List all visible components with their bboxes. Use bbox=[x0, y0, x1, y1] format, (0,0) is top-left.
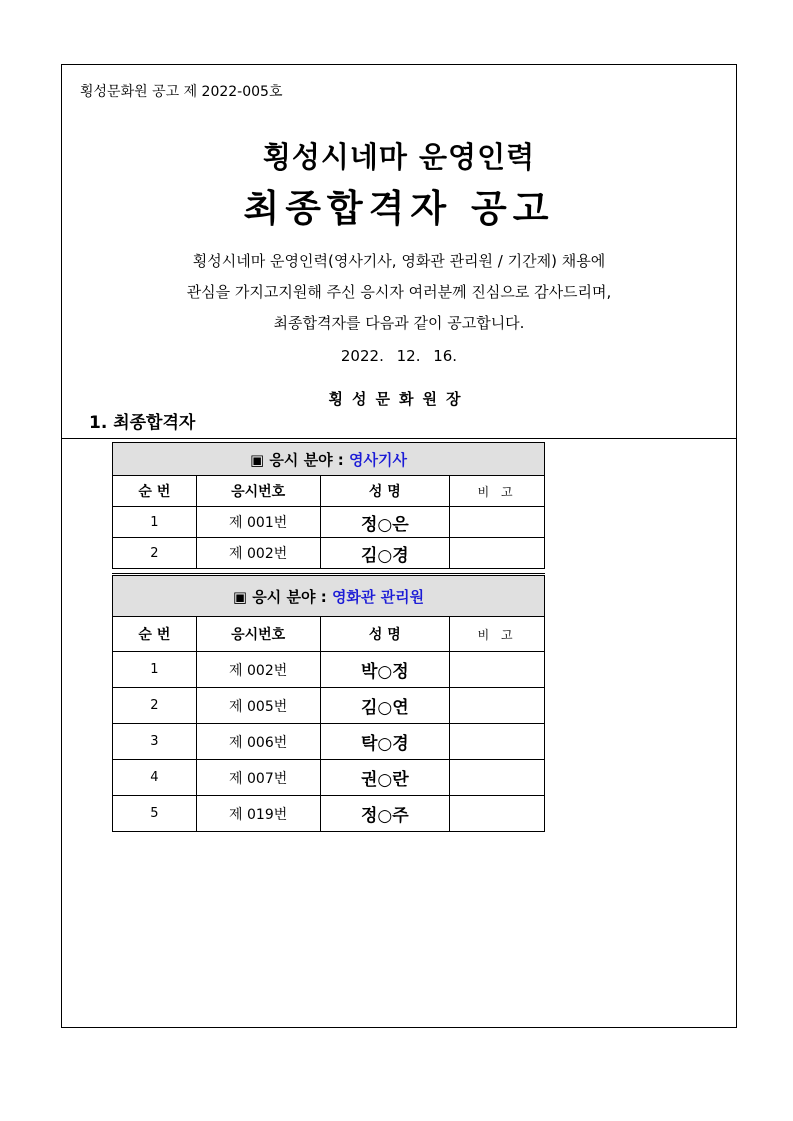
notice-body bbox=[62, 246, 736, 339]
section-divider bbox=[62, 438, 736, 439]
row-name: 정○주 bbox=[320, 796, 450, 832]
row-exam-no: 제 002번 bbox=[196, 652, 320, 688]
field-name: 영화관 관리원 bbox=[331, 587, 425, 606]
row-name: 정○은 bbox=[320, 507, 450, 538]
col-header-note: 비 고 bbox=[450, 617, 545, 652]
col-header-name: 성 명 bbox=[320, 617, 450, 652]
title-line-1: 횡성시네마 운영인력 bbox=[262, 140, 536, 174]
row-note bbox=[450, 507, 545, 538]
row-exam-no: 제 007번 bbox=[196, 760, 320, 796]
title-line-2: 최종합격자 공고 bbox=[243, 187, 555, 230]
row-exam-no: 제 005번 bbox=[196, 688, 320, 724]
row-name: 탁○경 bbox=[320, 724, 450, 760]
field-prefix: ▣ 응시 분야 : bbox=[232, 587, 327, 606]
table-row bbox=[113, 688, 545, 724]
field-prefix: ▣ 응시 분야 : bbox=[249, 450, 344, 469]
table-row bbox=[113, 538, 545, 569]
row-no: 2 bbox=[113, 538, 197, 569]
row-note bbox=[450, 760, 545, 796]
col-header-exam-no: 응시번호 bbox=[196, 617, 320, 652]
row-no: 1 bbox=[113, 652, 197, 688]
row-note bbox=[450, 538, 545, 569]
field-name: 영사기사 bbox=[349, 450, 407, 469]
field-header bbox=[113, 443, 545, 476]
row-no: 3 bbox=[113, 724, 197, 760]
row-name: 권○란 bbox=[320, 760, 450, 796]
table-cinema-manager bbox=[112, 573, 545, 832]
row-note bbox=[450, 796, 545, 832]
col-header-exam-no: 응시번호 bbox=[196, 476, 320, 507]
table-row bbox=[113, 760, 545, 796]
row-note bbox=[450, 652, 545, 688]
row-note bbox=[450, 688, 545, 724]
col-header-name: 성 명 bbox=[320, 476, 450, 507]
row-name: 김○경 bbox=[320, 538, 450, 569]
row-name: 박○정 bbox=[320, 652, 450, 688]
row-no: 4 bbox=[113, 760, 197, 796]
body-line-1: 횡성시네마 운영인력(영사기사, 영화관 관리원 / 기간제) 채용에 bbox=[192, 252, 606, 270]
table-projectionist bbox=[112, 442, 545, 569]
col-header-no: 순 번 bbox=[113, 476, 197, 507]
table-row bbox=[113, 652, 545, 688]
row-name: 김○연 bbox=[320, 688, 450, 724]
field-header bbox=[113, 575, 545, 617]
row-exam-no: 제 006번 bbox=[196, 724, 320, 760]
row-no: 2 bbox=[113, 688, 197, 724]
signer: 횡성문화원장 bbox=[328, 390, 470, 408]
col-header-no: 순 번 bbox=[113, 617, 197, 652]
row-exam-no: 제 001번 bbox=[196, 507, 320, 538]
section-title: 1. 최종합격자 bbox=[89, 413, 196, 433]
notice-number: 횡성문화원 공고 제 2022-005호 bbox=[80, 84, 283, 100]
table-row bbox=[113, 724, 545, 760]
table-row bbox=[113, 796, 545, 832]
table-row bbox=[113, 507, 545, 538]
body-line-3: 최종합격자를 다음과 같이 공고합니다. bbox=[273, 314, 525, 332]
notice-date: 2022. 12. 16. bbox=[340, 347, 458, 365]
row-exam-no: 제 002번 bbox=[196, 538, 320, 569]
row-note bbox=[450, 724, 545, 760]
row-no: 5 bbox=[113, 796, 197, 832]
row-exam-no: 제 019번 bbox=[196, 796, 320, 832]
row-no: 1 bbox=[113, 507, 197, 538]
body-line-2: 관심을 가지고지원해 주신 응시자 여러분께 진심으로 감사드리며, bbox=[186, 283, 612, 301]
col-header-note: 비 고 bbox=[450, 476, 545, 507]
